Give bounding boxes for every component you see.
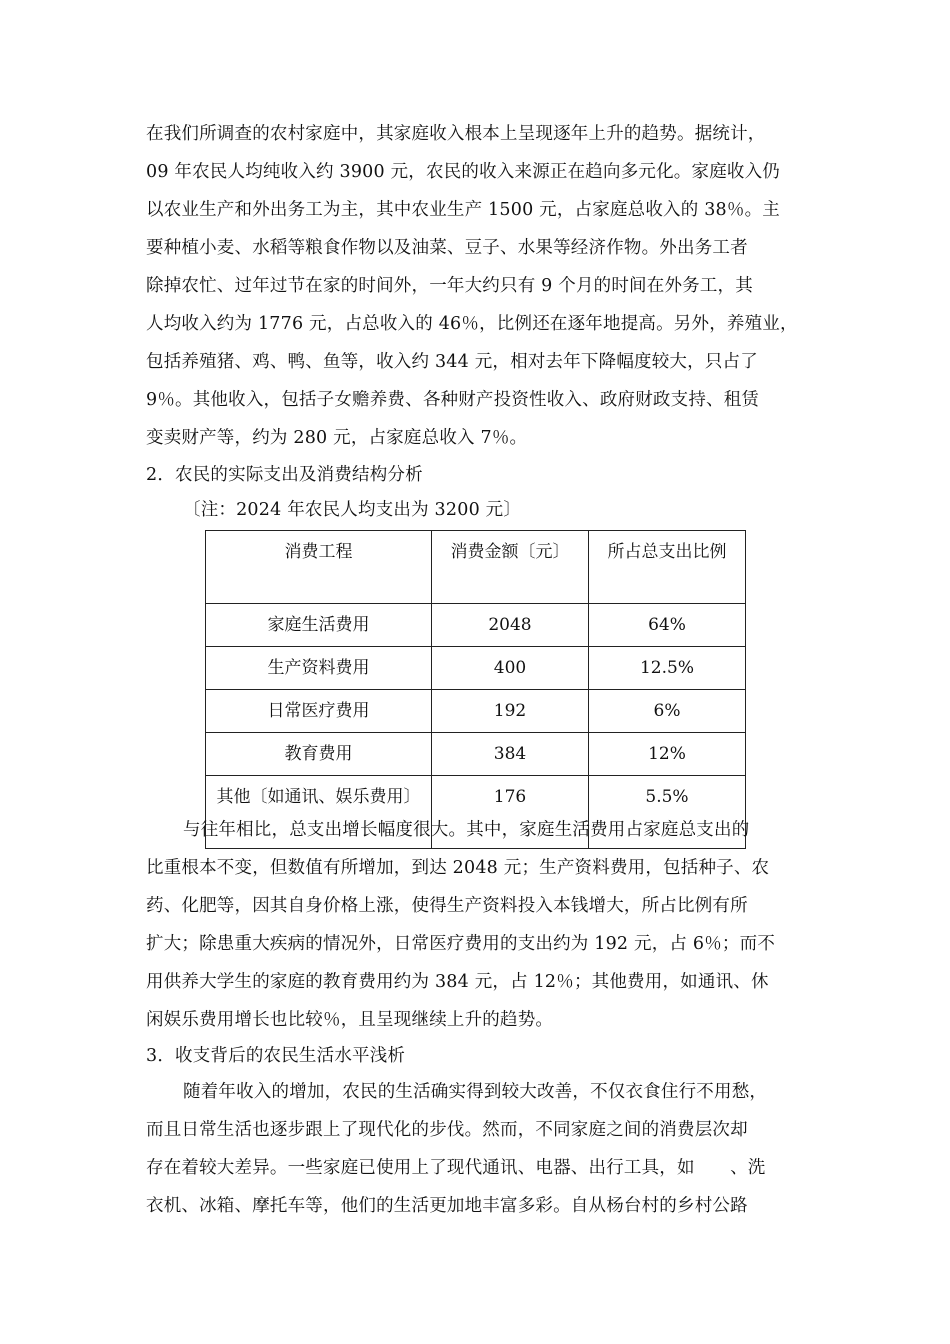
table-row xyxy=(206,733,746,776)
table-header-cell: 消费金额〔元〕 xyxy=(432,531,589,604)
paragraph-line: 药、化肥等，因其自身价格上涨，使得生产资料投入本钱增大，所占比例有所 xyxy=(146,896,748,916)
table-cell: 384 xyxy=(432,733,589,776)
table-cell: 64% xyxy=(589,604,746,647)
paragraph-line: 闲娱乐费用增长也比较％，且呈现继续上升的趋势。 xyxy=(146,1010,554,1030)
paragraph-line: 衣机、冰箱、摩托车等，他们的生活更加地丰富多彩。自从杨台村的乡村公路 xyxy=(146,1196,748,1216)
table-row xyxy=(206,647,746,690)
paragraph-line: 9％。其他收入，包括子女赡养费、各种财产投资性收入、政府财政支持、租赁 xyxy=(146,390,760,410)
paragraph-line: 扩大；除患重大疾病的情况外，日常医疗费用的支出约为 192 元，占 6％；而不 xyxy=(146,934,776,954)
section-heading: 2．农民的实际支出及消费结构分析 xyxy=(146,465,423,485)
paragraph-line: 以农业生产和外出务工为主，其中农业生产 1500 元，占家庭总收入的 38％。主 xyxy=(146,200,780,220)
table-cell: 6% xyxy=(589,690,746,733)
paragraph-line: 在我们所调查的农村家庭中，其家庭收入根本上呈现逐年上升的趋势。据统计， xyxy=(146,124,766,144)
paragraph-line: 用供养大学生的家庭的教育费用约为 384 元，占 12％；其他费用，如通讯、休 xyxy=(146,972,769,992)
table-header-cell: 消费工程 xyxy=(206,531,432,604)
paragraph-line: 而且日常生活也逐步跟上了现代化的步伐。然而，不同家庭之间的消费层次却 xyxy=(146,1120,748,1140)
paragraph-line: 变卖财产等，约为 280 元，占家庭总收入 7％。 xyxy=(146,428,528,448)
table-note: 〔注：2024 年农民人均支出为 3200 元〕 xyxy=(183,500,522,520)
paragraph-line: 除掉农忙、过年过节在家的时间外，一年大约只有 9 个月的时间在外务工，其 xyxy=(146,276,753,296)
paragraph-line: 随着年收入的增加，农民的生活确实得到较大改善，不仅衣食住行不用愁， xyxy=(183,1082,768,1102)
table-cell: 5.5% xyxy=(589,776,746,849)
table-cell: 192 xyxy=(432,690,589,733)
table-cell: 12% xyxy=(589,733,746,776)
table-header-cell: 所占总支出比例 xyxy=(589,531,746,604)
section-heading: 3．收支背后的农民生活水平浅析 xyxy=(146,1046,406,1066)
expense-table xyxy=(205,530,746,849)
paragraph-line: 比重根本不变，但数值有所增加，到达 2048 元；生产资料费用，包括种子、农 xyxy=(146,858,770,878)
table-cell: 176 xyxy=(432,776,589,849)
paragraph-line: 09 年农民人均纯收入约 3900 元，农民的收入来源正在趋向多元化。家庭收入仍 xyxy=(146,162,780,182)
table-cell: 家庭生活费用 xyxy=(206,604,432,647)
table-cell: 教育费用 xyxy=(206,733,432,776)
table-cell: 2048 xyxy=(432,604,589,647)
table-row xyxy=(206,690,746,733)
table-cell: 其他〔如通讯、娱乐费用〕 xyxy=(206,776,432,849)
paragraph-line: 要种植小麦、水稻等粮食作物以及油菜、豆子、水果等经济作物。外出务工者 xyxy=(146,238,748,258)
table-cell: 12.5% xyxy=(589,647,746,690)
table-header-row xyxy=(206,531,746,604)
paragraph-line: 人均收入约为 1776 元，占总收入的 46％，比例还在逐年地提高。另外，养殖业， xyxy=(146,314,798,334)
table-cell: 生产资料费用 xyxy=(206,647,432,690)
table-row xyxy=(206,604,746,647)
table-cell: 日常医疗费用 xyxy=(206,690,432,733)
paragraph-line: 存在着较大差异。一些家庭已使用上了现代通讯、电器、出行工具，如 、洗 xyxy=(146,1158,766,1178)
paragraph-line: 包括养殖猪、鸡、鸭、鱼等，收入约 344 元，相对去年下降幅度较大，只占了 xyxy=(146,352,758,372)
table-cell: 400 xyxy=(432,647,589,690)
paragraph-line: 与往年相比，总支出增长幅度很大。其中，家庭生活费用占家庭总支出的 xyxy=(183,820,750,840)
